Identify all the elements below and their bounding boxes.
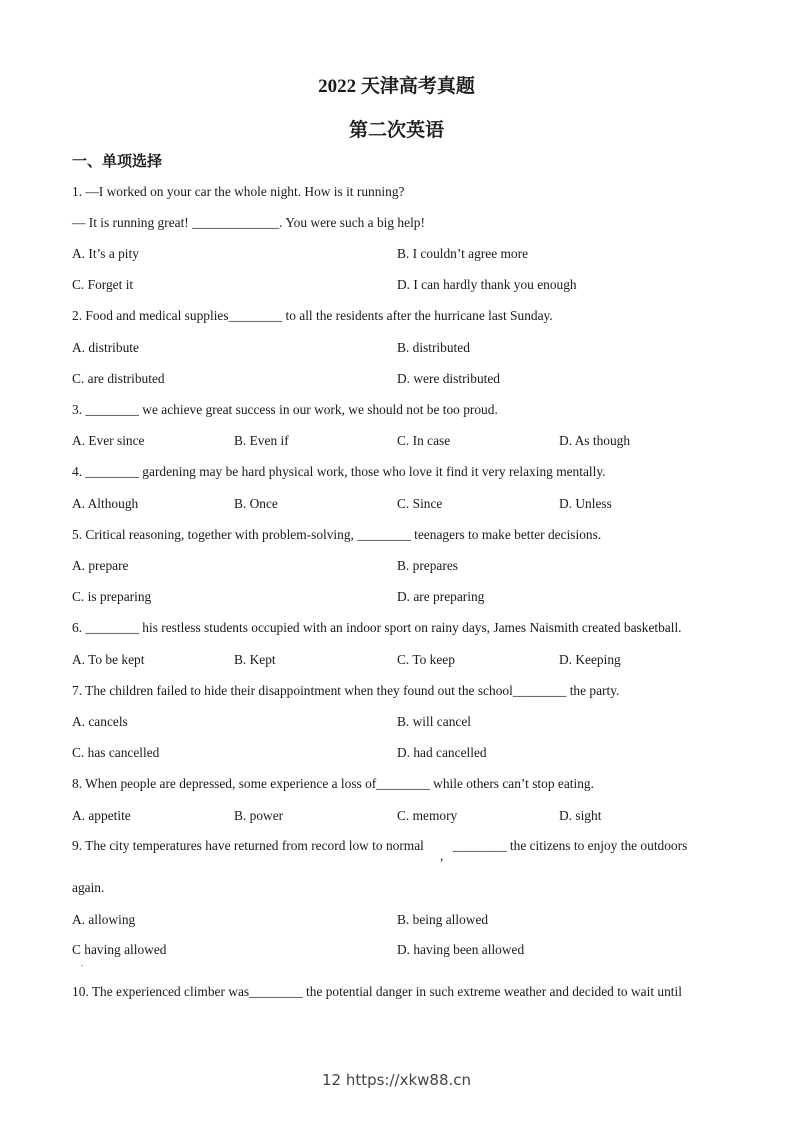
question-1-stem-line2: — It is running great! _____________. You were such a big help!	[72, 215, 425, 230]
question-10-stem: 10. The experienced climber was________ the potential danger in such extreme weather and decided to wait until	[72, 984, 682, 999]
question-3-option-a: A. Ever since	[72, 433, 145, 448]
stray-mark: .	[81, 958, 84, 968]
question-5-option-d: D. are preparing	[397, 589, 485, 604]
question-3-stem: 3. ________ we achieve great success in our work, we should not be too proud.	[72, 402, 498, 417]
question-2-stem: 2. Food and medical supplies________ to all the residents after the hurricane last Sunday.	[72, 308, 553, 323]
question-6-option-d: D. Keeping	[559, 652, 621, 667]
question-4-option-a: A. Although	[72, 496, 139, 511]
question-1-option-c: C. Forget it	[72, 277, 134, 292]
question-5-option-a: A. prepare	[72, 558, 129, 573]
question-9-option-c: C having allowed	[72, 942, 167, 957]
question-6-option-c: C. To keep	[397, 652, 455, 667]
question-3-option-c: C. In case	[397, 433, 451, 448]
question-9-stem-rest: ________ the citizens to enjoy the outdoors	[453, 838, 688, 853]
question-6-option-b: B. Kept	[234, 652, 276, 667]
question-8-option-d: D. sight	[559, 808, 602, 823]
question-4-stem: 4. ________ gardening may be hard physical work, those who love it find it very relaxing mentally.	[72, 464, 606, 479]
question-9-option-a: A. allowing	[72, 912, 136, 927]
question-9-stem-comma: ,	[440, 848, 444, 863]
question-6-option-a: A. To be kept	[72, 652, 145, 667]
page-title: 2022 天津高考真题	[318, 76, 475, 97]
question-2-option-b: B. distributed	[397, 340, 470, 355]
question-1-option-a: A. It’s a pity	[72, 246, 139, 261]
question-4-option-b: B. Once	[234, 496, 278, 511]
question-2-option-c: C. are distributed	[72, 371, 165, 386]
question-8-stem: 8. When people are depressed, some experience a loss of________ while others can’t stop eating.	[72, 776, 594, 791]
question-3-option-b: B. Even if	[234, 433, 289, 448]
question-6-stem: 6. ________ his restless students occupied with an indoor sport on rainy days, James Naismith created basketball.	[72, 620, 682, 635]
question-8-option-a: A. appetite	[72, 808, 131, 823]
question-1-stem: 1. —I worked on your car the whole night. How is it running?	[72, 184, 405, 199]
question-8-option-c: C. memory	[397, 808, 458, 823]
section-title: 一、单项选择	[72, 154, 163, 170]
question-3-option-d: D. As though	[559, 433, 631, 448]
question-7-stem: 7. The children failed to hide their disappointment when they found out the school________ the party.	[72, 683, 620, 698]
question-2-option-d: D. were distributed	[397, 371, 501, 386]
question-4-option-d: D. Unless	[559, 496, 612, 511]
question-1-option-d: D. I can hardly thank you enough	[397, 277, 577, 292]
question-1-option-b: B. I couldn’t agree more	[397, 246, 529, 261]
question-5-option-b: B. prepares	[397, 558, 458, 573]
question-4-option-c: C. Since	[397, 496, 443, 511]
question-8-option-b: B. power	[234, 808, 284, 823]
page-subtitle: 第二次英语	[348, 120, 444, 141]
question-5-option-c: C. is preparing	[72, 589, 152, 604]
question-9-stem-line2: again.	[72, 880, 105, 895]
question-9-option-b: B. being allowed	[397, 912, 489, 927]
question-9-option-d: D. having been allowed	[397, 942, 525, 957]
page-footer: 12 https://xkw88.cn	[321, 1071, 472, 1089]
question-9-stem: 9. The city temperatures have returned from record low to normal	[72, 838, 424, 853]
question-7-option-d: D. had cancelled	[397, 745, 487, 760]
question-2-option-a: A. distribute	[72, 340, 139, 355]
question-7-option-c: C. has cancelled	[72, 745, 160, 760]
question-5-stem: 5. Critical reasoning, together with problem-solving, ________ teenagers to make better decisions.	[72, 527, 602, 542]
question-7-option-a: A. cancels	[72, 714, 128, 729]
question-7-option-b: B. will cancel	[397, 714, 471, 729]
